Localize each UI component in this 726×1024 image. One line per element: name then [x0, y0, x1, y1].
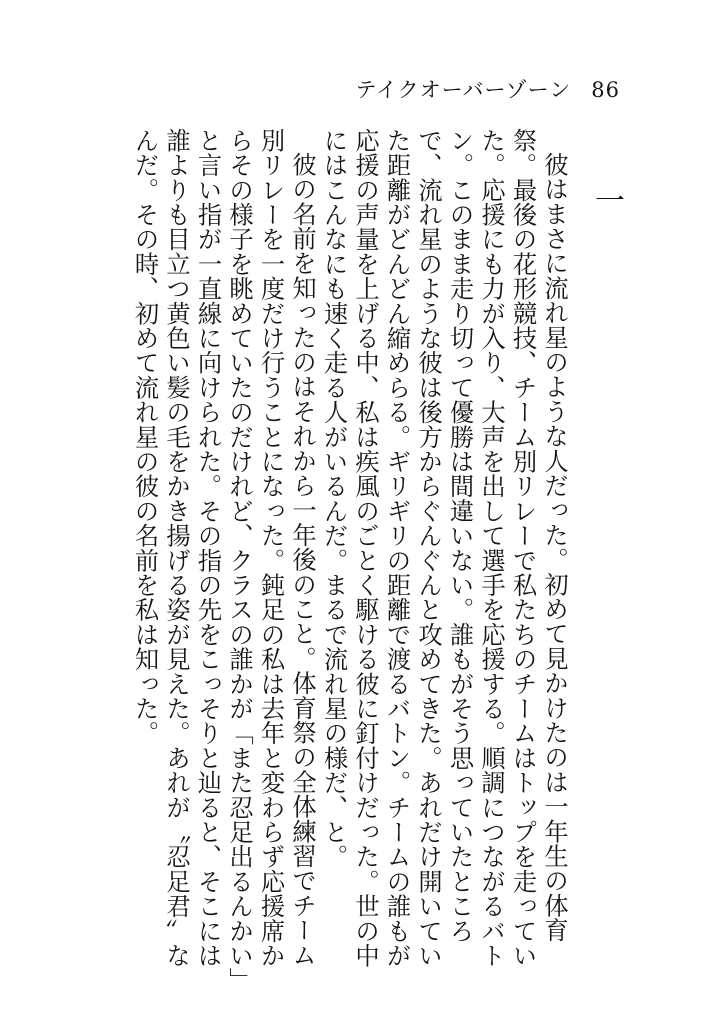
running-head — [355, 74, 620, 104]
paragraph: 彼の名前を知ったのはそれから一年後のこと。体育祭の全体練習でチーム別リレーを一度だけ行うことになった。鈍足の私は去年と変わらず応援席からその様子を眺めていたのだけれど、クラスの誰かが「また忍足出るんかい」と言い指が一直線に向けられた。その指の先をこっそりと辿ると、そこには誰よりも目立つ黄色い髪の毛をかき揚げる姿が見えた。あれが〝忍足君〟なんだ。その時、初めて流れ星の彼の名前を私は知った。 — [130, 128, 317, 981]
book-title: テイクオーバーゾーン — [355, 78, 572, 102]
paragraph: 彼はまさに流れ星のような人だった。初めて見かけたのは一年生の体育祭。最後の花形競技、チーム別リレーで私たちのチームはトップを走っていた。応援にも力が入り、大声を出して選手を応援する。順調につながるバトン。このまま走り切って優勝は間違いない。誰もがそう思っていたところで、流れ星のような彼は後方からぐんぐんと攻めてきた。あれだけ開いていた距離がどんどん縮めらる。ギリギリの距離で渡るバトン。チームの誰もが応援の声量を上げる中、私は疾風のごとく駆ける彼に釘付けだった。世の中にはこんなにも速く走る人がいるんだ。まるで流れ星の様だ、と。 — [319, 128, 569, 968]
body-text — [130, 128, 570, 988]
page-number: 86 — [591, 78, 620, 102]
chapter-number: 一 — [595, 184, 625, 219]
